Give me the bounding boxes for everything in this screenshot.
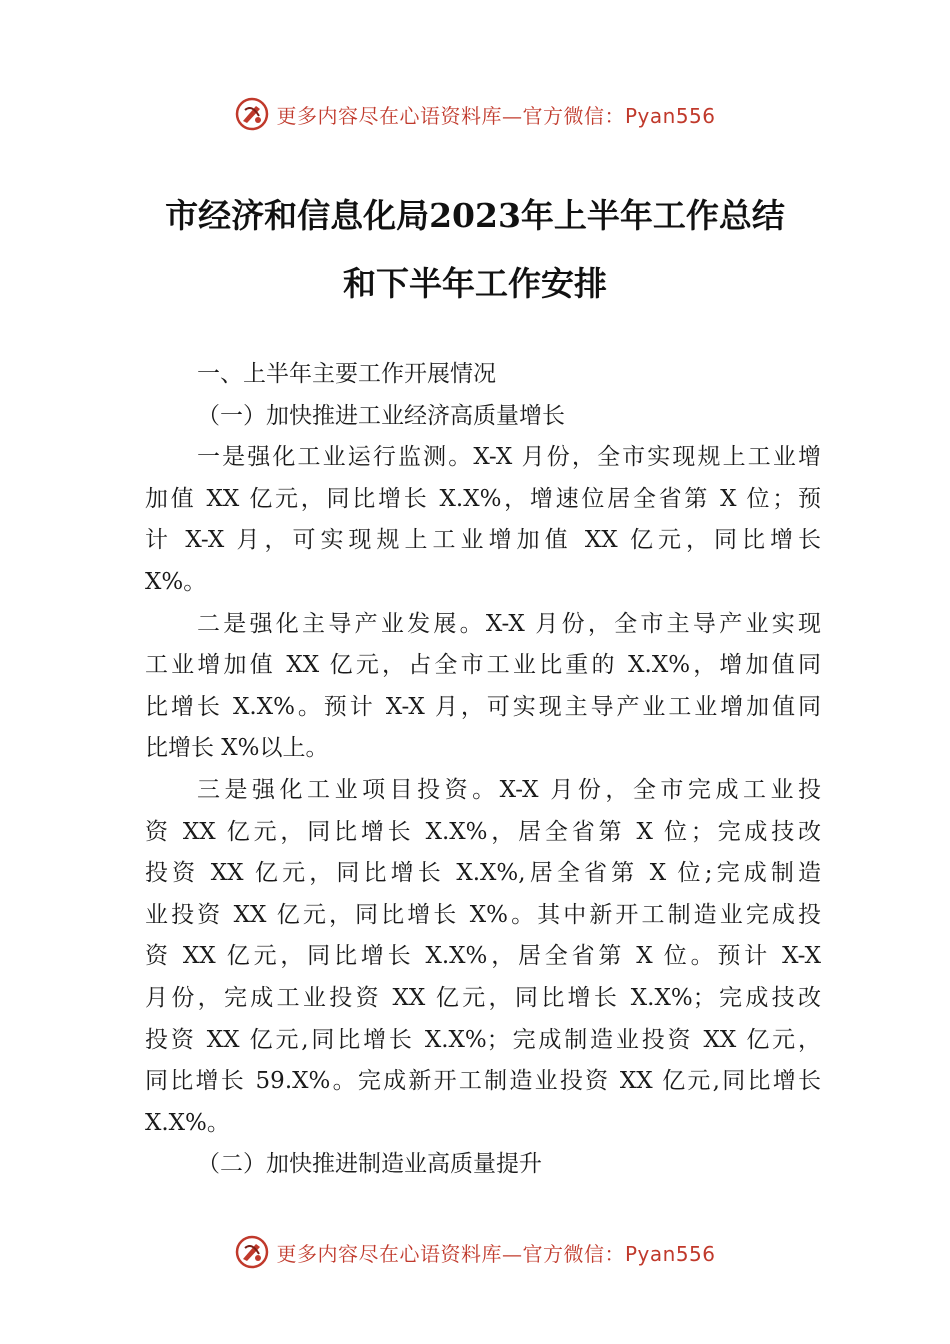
title-line-1: 市经济和信息化局2023年上半年工作总结: [165, 196, 785, 235]
footer-banner: [0, 1232, 950, 1272]
logo-icon: [234, 96, 270, 132]
banner-caption: 更多内容尽在心语资料库—官方微信：: [276, 1241, 625, 1266]
paragraph-line: 三是强化工业项目投资。X-X 月份，全市完成工业投: [197, 776, 821, 803]
paragraph-line: 资 XX 亿元，同比增长 X.X%，居全省第 X 位；完成技改: [145, 818, 821, 845]
paragraph-2: [145, 604, 821, 770]
logo-icon: [234, 1234, 270, 1270]
paragraph-line: X.X%。: [145, 1109, 230, 1136]
paragraph-1: [145, 437, 821, 603]
paragraph-line: 二是强化主导产业发展。X-X 月份，全市主导产业实现: [197, 610, 821, 637]
paragraph-line: 投资 XX 亿元，同比增长 X.X%,居全省第 X 位;完成制造: [145, 860, 821, 887]
paragraph-line: 一是强化工业运行监测。X-X 月份，全市实现规上工业增: [197, 444, 821, 471]
document-body: [145, 354, 821, 1186]
paragraph-line: 工业增加值 XX 亿元，占全市工业比重的 X.X%，增加值同: [145, 652, 821, 679]
paragraph-line: 资 XX 亿元，同比增长 X.X%，居全省第 X 位。预计 X-X: [145, 943, 821, 970]
subsection-heading-2: （二）加快推进制造业高质量提升: [197, 1151, 542, 1178]
subsection-heading-1: （一）加快推进工业经济高质量增长: [197, 402, 565, 429]
paragraph-line: X%。: [145, 568, 207, 595]
title-line-2: 和下半年工作安排: [343, 264, 607, 303]
paragraph-line: 投资 XX 亿元,同比增长 X.X%；完成制造业投资 XX 亿元，: [145, 1026, 821, 1053]
banner-text: [276, 1238, 715, 1267]
banner-wechat-id: Pyan556: [624, 1241, 716, 1266]
document-title: [0, 182, 950, 318]
paragraph-line: 加值 XX 亿元，同比增长 X.X%，增速位居全省第 X 位；预: [145, 485, 821, 512]
paragraph-line: 计 X-X 月，可实现规上工业增加值 XX 亿元，同比增长: [145, 527, 821, 554]
paragraph-line: 比增长 X%以上。: [145, 735, 329, 762]
paragraph-line: 比增长 X.X%。预计 X-X 月，可实现主导产业工业增加值同: [145, 693, 821, 720]
banner-wechat-id: Pyan556: [624, 103, 716, 128]
paragraph-line: 同比增长 59.X%。完成新开工制造业投资 XX 亿元,同比增长: [145, 1068, 821, 1095]
banner-caption: 更多内容尽在心语资料库—官方微信：: [276, 103, 625, 128]
section-heading: 一、上半年主要工作开展情况: [197, 361, 496, 387]
header-banner: [0, 94, 950, 134]
paragraph-3: [145, 770, 821, 1144]
paragraph-line: 月份，完成工业投资 XX 亿元，同比增长 X.X%；完成技改: [145, 984, 821, 1011]
paragraph-line: 业投资 XX 亿元，同比增长 X%。其中新开工制造业完成投: [145, 901, 821, 928]
banner-text: [276, 100, 715, 129]
